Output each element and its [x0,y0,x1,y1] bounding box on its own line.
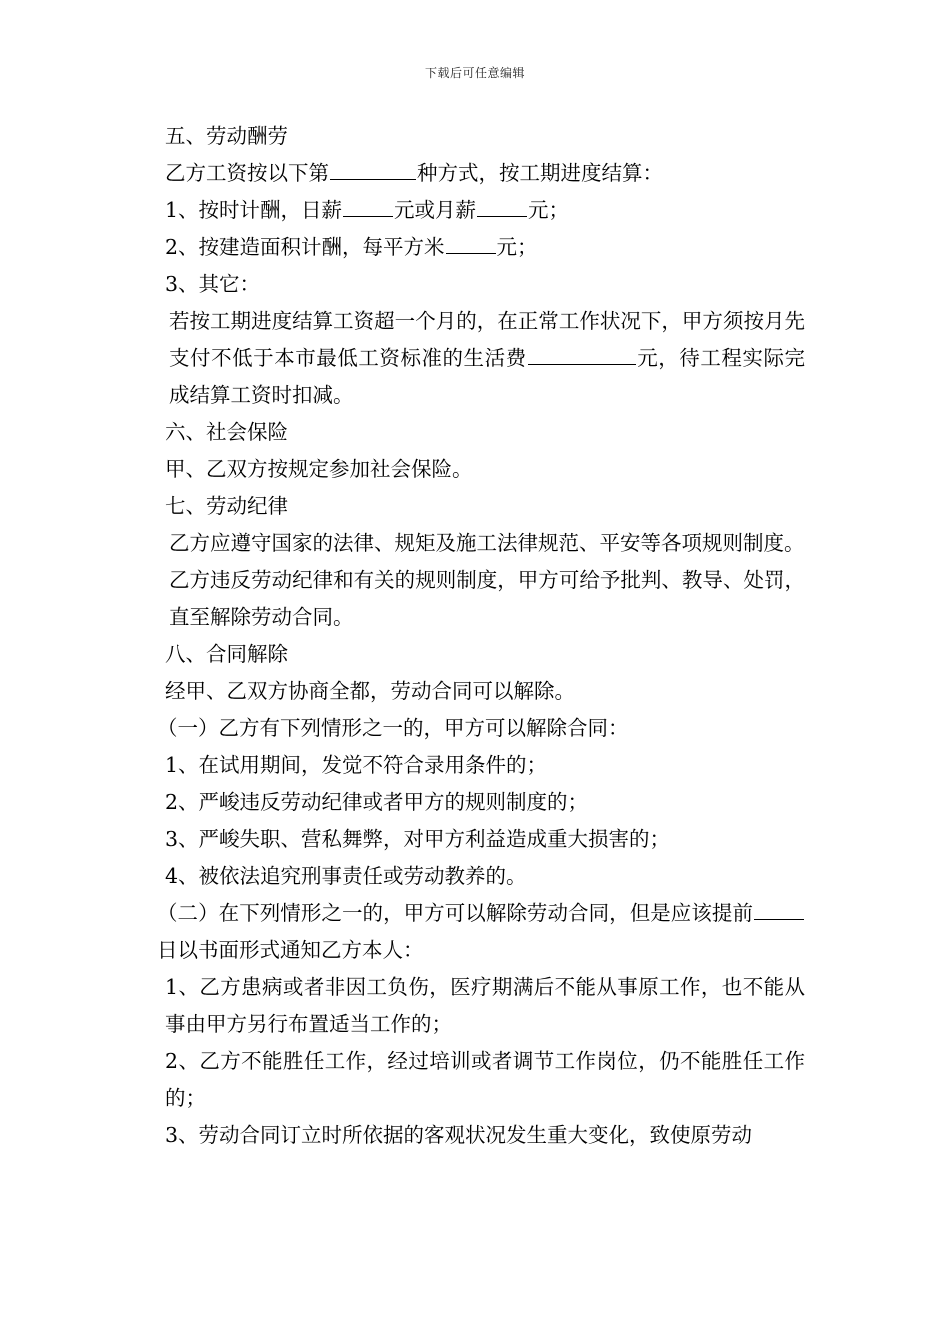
discipline-paragraph-1: 乙方应遵守国家的法律、规矩及施工法律规范、平安等各项规则制度。 [169,531,805,555]
termination-item-1: 1、在试用期间，发觉不符合录用条件的； [165,753,548,777]
hourly-pay-line [145,192,805,229]
living-expense-paragraph [145,303,805,414]
blank-notice-days[interactable] [754,897,804,920]
termination-item-4: 4、被依法追究刑事责任或劳动教养的。 [165,864,527,888]
page-header: 下载后可任意编辑 [424,66,525,80]
section-title-discipline: 七、劳动纪律 [165,494,288,518]
insurance-line: 甲、乙双方按规定参加社会保险。 [165,457,473,481]
termination-clause-1: （一）乙方有下列情形之一的，甲方可以解除合同： [157,716,629,740]
blank-living-expense[interactable] [528,342,636,365]
text: 元，待工程实际完成结算工资时扣减。 [169,346,806,407]
termination-item-2: 2、严峻违反劳动纪律或者甲方的规则制度的； [165,790,589,814]
notice-item-3: 3、劳动合同订立时所依据的客观状况发生重大变化，致使原劳动 [165,1123,753,1147]
text: 元或月薪 [394,198,477,222]
blank-method[interactable] [330,157,416,180]
text: 日以书面形式通知乙方本人： [157,938,424,962]
termination-clause-2 [145,895,805,969]
notice-item-2: 2、乙方不能胜任工作，经过培训或者调节工作岗位，仍不能胜任工作的； [165,1049,805,1110]
text: （二）在下列情形之一的，甲方可以解除劳动合同，但是应该提前 [157,901,753,925]
blank-area-rate[interactable] [446,231,496,254]
blank-daily-wage[interactable] [343,194,393,217]
text: 1、按时计酬，日薪 [165,198,343,222]
text: 元； [496,235,538,259]
notice-item-1: 1、乙方患病或者非因工负伤，医疗期满后不能从事原工作，也不能从事由甲方另行布置适当工作的； [165,975,805,1036]
text: 乙方工资按以下第 [165,161,329,185]
text: 种方式，按工期进度结算： [417,161,663,185]
discipline-paragraph-2: 乙方违反劳动纪律和有关的规则制度，甲方可给予批判、教导、处罚，直至解除劳动合同。 [169,568,805,629]
text: 元； [528,198,570,222]
area-pay-line [145,229,805,266]
section-title-remuneration: 五、劳动酬劳 [165,124,288,148]
termination-item-3: 3、严峻失职、营私舞弊，对甲方利益造成重大损害的； [165,827,671,851]
text: 若按工期进度结算工资超一个月的，在正常工作状况下，甲方须按月先支付不低于本市最低工资标准的生活费 [169,309,805,370]
mutual-termination-line: 经甲、乙双方协商全都，劳动合同可以解除。 [165,679,575,703]
section-title-termination: 八、合同解除 [165,642,288,666]
payment-method-line [145,155,805,192]
document-body [145,118,805,1154]
other-pay-line: 3、其它： [165,272,261,296]
section-title-insurance: 六、社会保险 [165,420,288,444]
blank-monthly-wage[interactable] [477,194,527,217]
text: 2、按建造面积计酬，每平方米 [165,235,445,259]
